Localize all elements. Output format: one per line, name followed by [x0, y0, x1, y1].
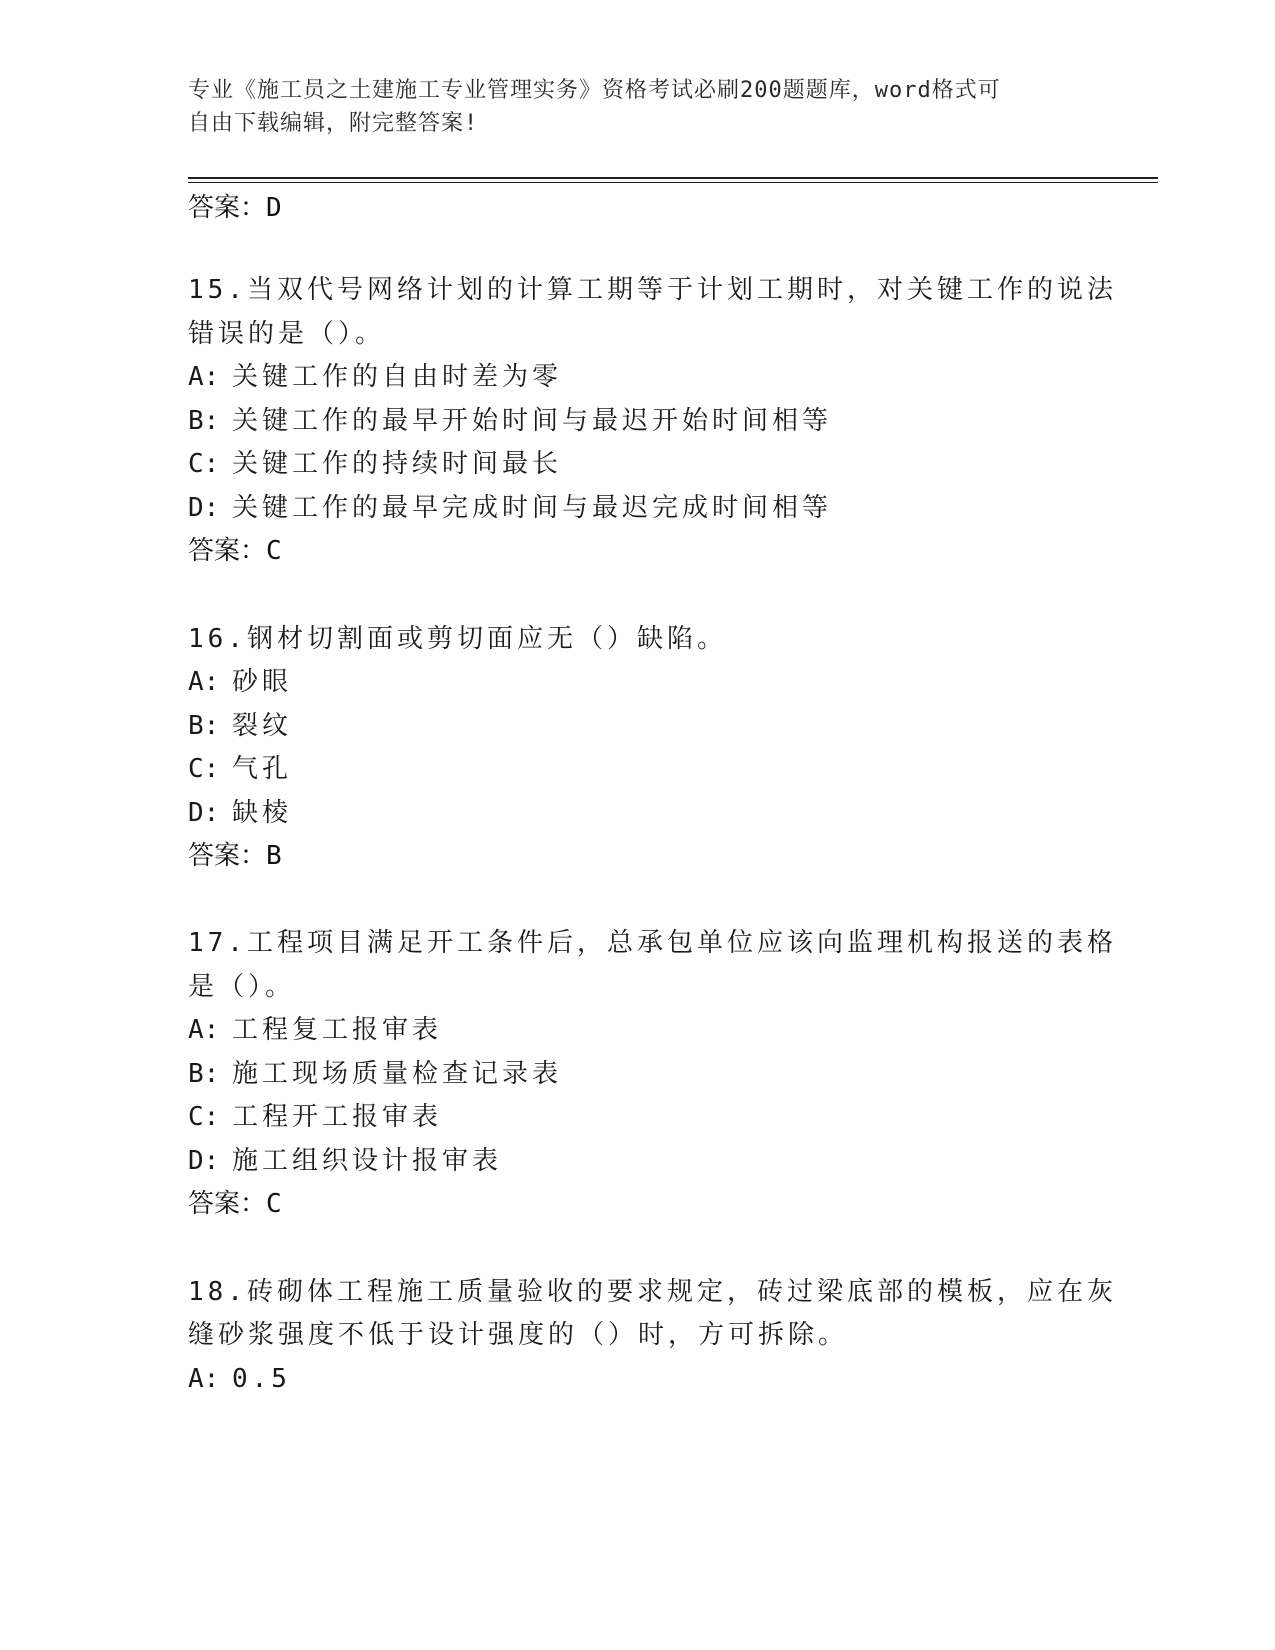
header-line-2: 自由下载编辑，附完整答案! — [188, 111, 479, 136]
option-text: 施工现场质量检查记录表 — [232, 1059, 563, 1089]
option-letter: B: — [188, 1059, 220, 1089]
question-15-stem-line-2: 错误的是（）。 — [188, 319, 386, 349]
question-16-option-d — [188, 798, 292, 828]
answer-label: 答案： — [188, 193, 267, 223]
answer-value: C — [266, 1189, 282, 1219]
question-15-option-b — [188, 406, 832, 436]
question-17-stem-line-1: 17.工程项目满足开工条件后，总承包单位应该向监理机构报送的表格 — [188, 928, 1117, 958]
question-18-stem-line-2: 缝砂浆强度不低于设计强度的（）时，方可拆除。 — [188, 1320, 849, 1350]
question-17-option-a — [188, 1015, 442, 1045]
question-17-option-d — [188, 1146, 502, 1176]
option-text: 关键工作的自由时差为零 — [232, 362, 563, 392]
option-text: 工程开工报审表 — [232, 1102, 443, 1132]
option-text: 气孔 — [232, 754, 293, 784]
option-text: 关键工作的最早开始时间与最迟开始时间相等 — [232, 406, 833, 436]
answer-value: D — [266, 193, 282, 223]
option-letter: C: — [188, 1102, 220, 1132]
option-letter: B: — [188, 711, 220, 741]
option-letter: C: — [188, 754, 220, 784]
option-letter: B: — [188, 406, 220, 436]
option-text: 砂眼 — [232, 667, 293, 697]
question-16-answer — [188, 841, 282, 871]
option-text: 缺棱 — [232, 798, 293, 828]
header-divider-thick — [188, 177, 1158, 179]
answer-value: B — [266, 841, 282, 871]
question-16-stem-line-1: 16.钢材切割面或剪切面应无（）缺陷。 — [188, 624, 727, 654]
question-18-option-a — [188, 1364, 291, 1394]
option-text: 关键工作的持续时间最长 — [232, 449, 563, 479]
option-letter: A: — [188, 1015, 220, 1045]
option-text: 裂纹 — [232, 711, 293, 741]
question-18-stem-line-1: 18.砖砌体工程施工质量验收的要求规定，砖过梁底部的模板，应在灰 — [188, 1277, 1117, 1307]
question-15-answer — [188, 536, 282, 566]
answer-label: 答案： — [188, 1189, 267, 1219]
question-16-option-a — [188, 667, 292, 697]
option-text: 施工组织设计报审表 — [232, 1146, 503, 1176]
question-17-option-b — [188, 1059, 562, 1089]
option-letter: D: — [188, 798, 220, 828]
question-17-answer — [188, 1189, 282, 1219]
option-text: 工程复工报审表 — [232, 1015, 443, 1045]
header-divider-thin — [188, 182, 1158, 183]
question-15-option-c — [188, 449, 562, 479]
question-15-stem-line-1: 15.当双代号网络计划的计算工期等于计划工期时，对关键工作的说法 — [188, 275, 1117, 305]
option-letter: A: — [188, 362, 220, 392]
question-17-option-c — [188, 1102, 442, 1132]
question-17-stem-line-2: 是（）。 — [188, 972, 296, 1002]
answer-label: 答案： — [188, 841, 267, 871]
answer-value: C — [266, 536, 282, 566]
option-letter: D: — [188, 493, 220, 523]
question-15-option-d — [188, 493, 832, 523]
question-15-option-a — [188, 362, 562, 392]
page-header — [188, 74, 1088, 140]
previous-answer — [188, 193, 282, 223]
answer-label: 答案： — [188, 536, 267, 566]
option-letter: A: — [188, 1364, 220, 1394]
option-letter: D: — [188, 1146, 220, 1176]
option-text: 0.5 — [232, 1364, 291, 1394]
option-text: 关键工作的最早完成时间与最迟完成时间相等 — [232, 493, 833, 523]
question-16-option-b — [188, 711, 292, 741]
question-16-option-c — [188, 754, 292, 784]
header-line-1: 专业《施工员之土建施工专业管理实务》资格考试必刷200题题库，word格式可 — [188, 78, 1001, 103]
option-letter: C: — [188, 449, 220, 479]
option-letter: A: — [188, 667, 220, 697]
